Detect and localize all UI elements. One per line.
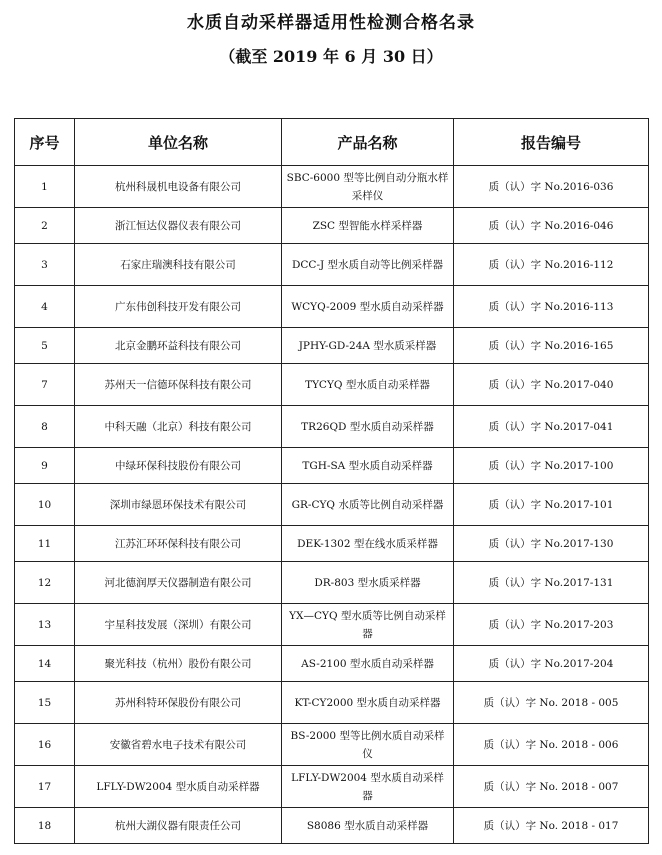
table-row: [15, 526, 649, 562]
cell-report: 质（认）字 No.2017-130: [454, 526, 649, 562]
cell-unit: 北京金鹏环益科技有限公司: [75, 328, 282, 364]
cell-unit: 石家庄瑞澳科技有限公司: [75, 244, 282, 286]
cell-product: DCC-J 型水质自动等比例采样器: [282, 244, 454, 286]
table-row: [15, 364, 649, 406]
cell-product: TYCYQ 型水质自动采样器: [282, 364, 454, 406]
table-row: [15, 808, 649, 844]
table-row: [15, 328, 649, 364]
table-header-row: [15, 119, 649, 166]
cell-no: 2: [15, 208, 75, 244]
cell-product: ZSC 型智能水样采样器: [282, 208, 454, 244]
cell-no: 17: [15, 766, 75, 808]
table-row: [15, 286, 649, 328]
cell-no: 7: [15, 364, 75, 406]
table-row: [15, 484, 649, 526]
cell-product: LFLY-DW2004 型水质自动采样器: [282, 766, 454, 808]
cell-report: 质（认）字 No.2017-101: [454, 484, 649, 526]
cell-unit: 中科天融（北京）科技有限公司: [75, 406, 282, 448]
header-report: 报告编号: [454, 119, 649, 166]
cell-report: 质（认）字 No.2017-100: [454, 448, 649, 484]
header-no: 序号: [15, 119, 75, 166]
cell-no: 11: [15, 526, 75, 562]
cell-product: BS-2000 型等比例水质自动采样仪: [282, 724, 454, 766]
cell-unit: 苏州科特环保股份有限公司: [75, 682, 282, 724]
cell-product: JPHY-GD-24A 型水质采样器: [282, 328, 454, 364]
document-title: 水质自动采样器适用性检测合格名录: [187, 13, 475, 33]
cell-unit: 江苏汇环环保科技有限公司: [75, 526, 282, 562]
cell-report: 质（认）字 No.2017-203: [454, 604, 649, 646]
table-row: [15, 244, 649, 286]
cell-unit: 聚光科技（杭州）股份有限公司: [75, 646, 282, 682]
table-row: [15, 646, 649, 682]
cell-unit: 浙江恒达仪器仪表有限公司: [75, 208, 282, 244]
table-row: [15, 562, 649, 604]
cell-report: 质（认）字 No. 2018 - 005: [454, 682, 649, 724]
table-row: [15, 448, 649, 484]
cell-no: 14: [15, 646, 75, 682]
table-row: [15, 208, 649, 244]
cell-report: 质（认）字 No.2017-041: [454, 406, 649, 448]
qualified-list-table: [14, 118, 649, 844]
cell-unit: 杭州科晟机电设备有限公司: [75, 166, 282, 208]
cell-report: 质（认）字 No.2016-046: [454, 208, 649, 244]
cell-report: 质（认）字 No. 2018 - 017: [454, 808, 649, 844]
cell-unit: 宇星科技发展（深圳）有限公司: [75, 604, 282, 646]
cell-unit: 河北德润厚天仪器制造有限公司: [75, 562, 282, 604]
cell-product: WCYQ-2009 型水质自动采样器: [282, 286, 454, 328]
table-body: [15, 166, 649, 844]
cell-product: DEK-1302 型在线水质采样器: [282, 526, 454, 562]
cell-unit: 安徽省碧水电子技术有限公司: [75, 724, 282, 766]
cell-report: 质（认）字 No. 2018 - 007: [454, 766, 649, 808]
table-row: [15, 766, 649, 808]
cell-no: 10: [15, 484, 75, 526]
cell-unit: 杭州大湖仪器有限责任公司: [75, 808, 282, 844]
cell-no: 1: [15, 166, 75, 208]
cell-report: 质（认）字 No.2017-040: [454, 364, 649, 406]
table-row: [15, 724, 649, 766]
cell-no: 12: [15, 562, 75, 604]
cell-report: 质（认）字 No.2017-204: [454, 646, 649, 682]
cell-report: 质（认）字 No.2016-036: [454, 166, 649, 208]
header-product: 产品名称: [282, 119, 454, 166]
cell-report: 质（认）字 No.2016-165: [454, 328, 649, 364]
cell-unit: 中绿环保科技股份有限公司: [75, 448, 282, 484]
cell-unit: 深圳市绿恩环保技术有限公司: [75, 484, 282, 526]
cell-report: 质（认）字 No.2016-113: [454, 286, 649, 328]
cell-no: 5: [15, 328, 75, 364]
cell-product: KT-CY2000 型水质自动采样器: [282, 682, 454, 724]
cell-report: 质（认）字 No. 2018 - 006: [454, 724, 649, 766]
cell-no: 13: [15, 604, 75, 646]
cell-product: GR-CYQ 水质等比例自动采样器: [282, 484, 454, 526]
cell-no: 16: [15, 724, 75, 766]
cell-product: YX—CYQ 型水质等比例自动采样器: [282, 604, 454, 646]
cell-unit: LFLY-DW2004 型水质自动采样器: [75, 766, 282, 808]
document-subtitle: （截至 2019 年 6 月 30 日）: [219, 47, 443, 66]
cell-product: TR26QD 型水质自动采样器: [282, 406, 454, 448]
table-row: [15, 166, 649, 208]
table-row: [15, 604, 649, 646]
cell-unit: 广东伟创科技开发有限公司: [75, 286, 282, 328]
cell-product: AS-2100 型水质自动采样器: [282, 646, 454, 682]
cell-unit: 苏州天一信德环保科技有限公司: [75, 364, 282, 406]
cell-no: 4: [15, 286, 75, 328]
cell-no: 15: [15, 682, 75, 724]
cell-product: S8086 型水质自动采样器: [282, 808, 454, 844]
cell-report: 质（认）字 No.2016-112: [454, 244, 649, 286]
cell-no: 9: [15, 448, 75, 484]
cell-product: SBC-6000 型等比例自动分瓶水样采样仪: [282, 166, 454, 208]
cell-product: DR-803 型水质采样器: [282, 562, 454, 604]
table-row: [15, 682, 649, 724]
cell-no: 3: [15, 244, 75, 286]
cell-report: 质（认）字 No.2017-131: [454, 562, 649, 604]
cell-product: TGH-SA 型水质自动采样器: [282, 448, 454, 484]
cell-no: 18: [15, 808, 75, 844]
header-unit: 单位名称: [75, 119, 282, 166]
cell-no: 8: [15, 406, 75, 448]
table-row: [15, 406, 649, 448]
